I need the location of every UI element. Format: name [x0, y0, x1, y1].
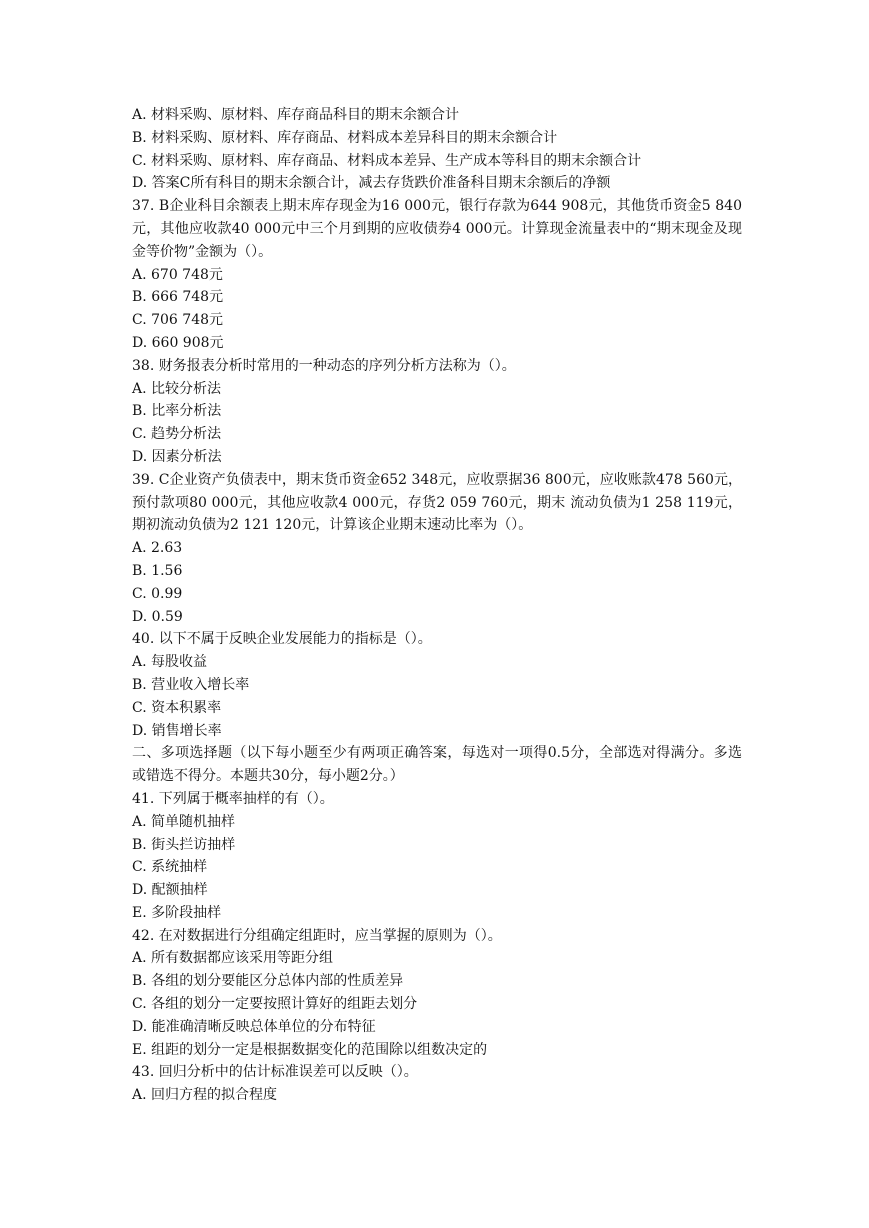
option-line: E. 组距的划分一定是根据数据变化的范围除以组数决定的: [132, 1041, 488, 1058]
question-38: 38. 财务报表分析时常用的一种动态的序列分析方法称为（）。: [132, 357, 516, 374]
question-42: 42. 在对数据进行分组确定组距时，应当掌握的原则为（）。: [132, 927, 502, 944]
option-line: A. 2.63: [132, 540, 183, 557]
option-line: C. 资本积累率: [132, 699, 222, 716]
option-line: B. 材料采购、原材料、库存商品、材料成本差异科目的期末余额合计: [132, 129, 558, 146]
question-43: 43. 回归分析中的估计标准误差可以反映（）。: [132, 1064, 418, 1081]
option-line: B. 1.56: [132, 562, 183, 579]
option-line: A. 比较分析法: [132, 380, 222, 397]
option-line: C. 各组的划分一定要按照计算好的组距去划分: [132, 996, 418, 1013]
option-line: C. 0.99: [132, 585, 183, 602]
option-line: B. 比率分析法: [132, 403, 222, 420]
option-line: A. 材料采购、原材料、库存商品科目的期末余额合计: [132, 107, 460, 123]
option-line: B. 666 748元: [132, 289, 224, 306]
option-line: B. 各组的划分要能区分总体内部的性质差异: [132, 973, 404, 990]
option-line: D. 0.59: [132, 608, 183, 625]
question-40: 40. 以下不属于反映企业发展能力的指标是（）。: [132, 631, 432, 648]
option-line: A. 670 748元: [132, 266, 223, 283]
option-line: D. 销售增长率: [132, 722, 222, 739]
question-37: 37. B企业科目余额表上期末库存现金为16 000元，银行存款为644 908元，其他货币资金5 840元，其他应收款40 000元中三个月到期的应收债券4 000元。计算现金流量表中的“期末现金及现金等价物”金额为（）。: [132, 198, 742, 260]
option-line: B. 街头拦访抽样: [132, 836, 236, 853]
option-line: C. 材料采购、原材料、库存商品、材料成本差异、生产成本等科目的期末余额合计: [132, 152, 642, 169]
option-line: D. 配额抽样: [132, 882, 208, 899]
option-line: A. 简单随机抽样: [132, 813, 236, 830]
option-line: A. 回归方程的拟合程度: [132, 1087, 278, 1104]
section-heading: 二、多项选择题（以下每小题至少有两项正确答案，每选对一项得0.5分，全部选对得满分。多选或错选不得分。本题共30分，每小题2分。）: [132, 745, 742, 785]
option-line: D. 能准确清晰反映总体单位的分布特征: [132, 1018, 376, 1035]
option-line: C. 系统抽样: [132, 859, 208, 876]
option-line: C. 趋势分析法: [132, 426, 222, 443]
document-body: [132, 104, 742, 1107]
option-line: E. 多阶段抽样: [132, 904, 222, 921]
option-line: A. 每股收益: [132, 654, 208, 671]
option-line: D. 因素分析法: [132, 448, 222, 465]
question-41: 41. 下列属于概率抽样的有（）。: [132, 790, 334, 807]
option-line: C. 706 748元: [132, 312, 224, 329]
option-line: D. 660 908元: [132, 334, 224, 351]
option-line: D. 答案C所有科目的期末余额合计，减去存货跌价准备科目期末余额后的净额: [132, 175, 611, 192]
option-line: B. 营业收入增长率: [132, 676, 250, 693]
option-line: A. 所有数据都应该采用等距分组: [132, 950, 334, 967]
question-39: 39. C企业资产负债表中，期末货币资金652 348元，应收票据36 800元，应收账款478 560元，预付款项80 000元，其他应收款4 000元，存货2 059 760元，期末 流动负债为1 258 119元，期初流动负债为2 121 120元，计算该企业期末速动比率为（）。: [132, 471, 742, 534]
